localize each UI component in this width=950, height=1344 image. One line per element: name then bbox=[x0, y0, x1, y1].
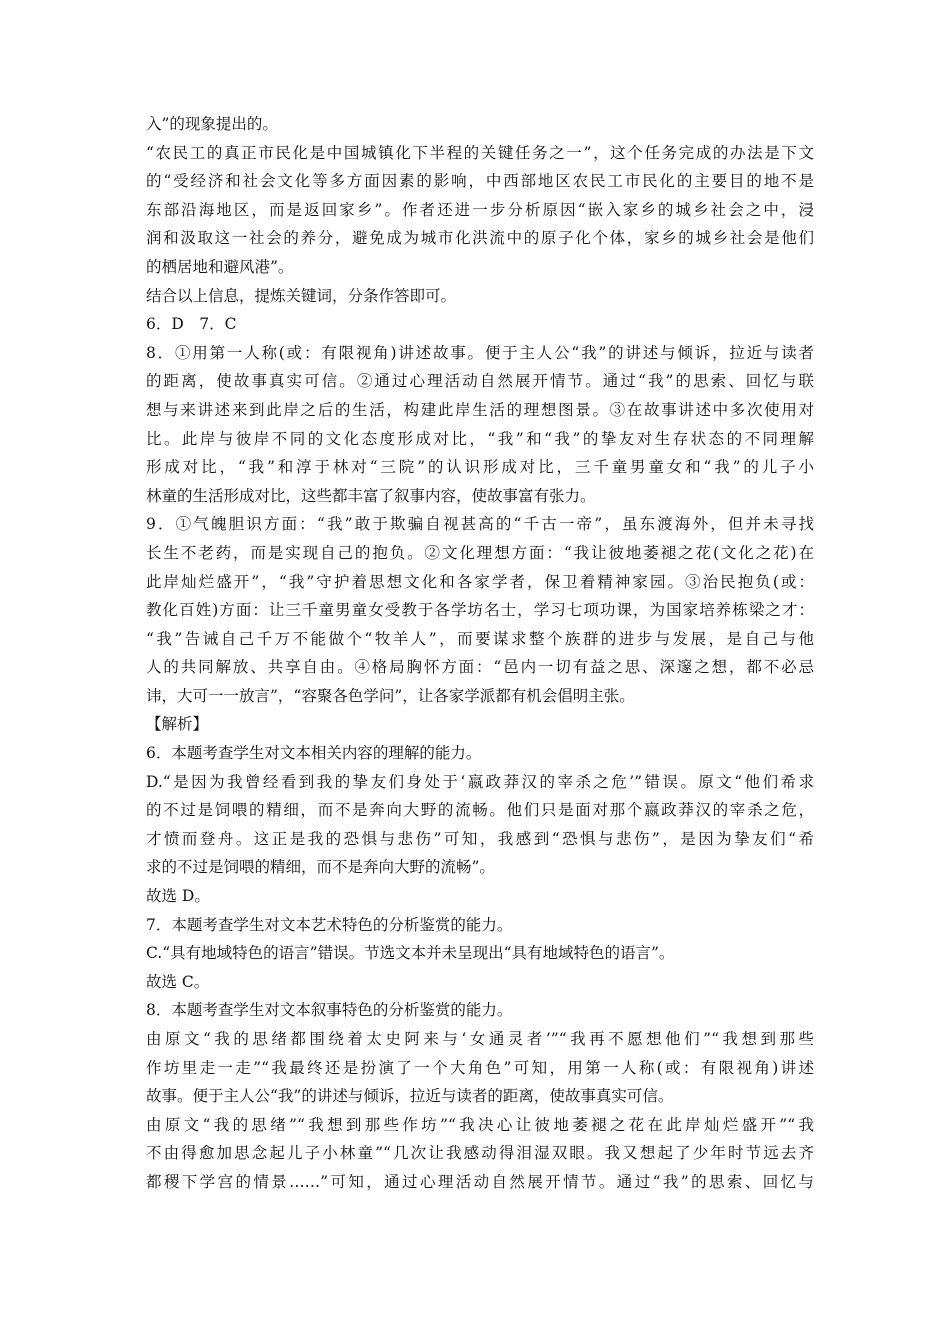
text-line: 结合以上信息，提炼关键词，分条作答即可。 bbox=[146, 286, 457, 305]
text-line: 长生不老药，而是实现自己的抱负。②文化理想方面：“我让彼地萎褪之花(文化之花)在 bbox=[146, 543, 814, 562]
text-line: 形成对比，“我”和淳于林对“三院”的认识形成对比，三千童男童女和“我”的儿子小 bbox=[146, 458, 814, 477]
text-line: 比。此岸与彼岸不同的文化态度形成对比，“我”和“我”的挚友对生存状态的不同理解 bbox=[146, 429, 814, 448]
text-line: C.“具有地域特色的语言”错误。节选文本并未呈现出“具有地域特色的语言”。 bbox=[146, 944, 675, 963]
text-line: 由原文“我的思绪都围绕着太史阿来与‘女通灵者’”“我再不愿想他们”“我想到那些 bbox=[146, 1030, 814, 1048]
text-line: 9．①气魄胆识方面：“我”敢于欺骗自视甚高的“千古一帝”，虽东渡海外，但并未寻找 bbox=[146, 515, 814, 534]
text-line: 故事。便于主人公“我”的讲述与倾诉，拉近与读者的距离，使故事真实可信。 bbox=[146, 1087, 674, 1106]
text-line: 教化百姓)方面：让三千童男童女受教于各学坊名士，学习七项功课，为国家培养栋梁之才： bbox=[146, 601, 814, 620]
text-line: 想与来讲述来到此岸之后的生活，构建此岸生活的理想图景。③在故事讲述中多次使用对 bbox=[146, 400, 814, 419]
text-line: “我”告诫自己千万不能做个“牧羊人”，而要谋求整个族群的进步与发展，是自己与他 bbox=[146, 629, 814, 648]
text-line: 润和汲取这一社会的养分，避免成为城市化洪流中的原子化个体，家乡的城乡社会是他们 bbox=[146, 229, 814, 248]
text-line: 【解析】 bbox=[146, 715, 209, 734]
text-line: 讳，大可一一放言”，“容聚各色学问”，让各家学派都有机会倡明主张。 bbox=[146, 686, 635, 705]
text-line: 人的共同解放、共享自由。④格局胸怀方面：“邑内一切有益之思、深邃之想，都不必忌 bbox=[146, 658, 814, 677]
text-line: 故选 D。 bbox=[146, 887, 210, 906]
text-line: 东部沿海地区，而是返回家乡”。作者还进一步分析原因“嵌入家乡的城乡社会之中，浸 bbox=[146, 200, 814, 219]
text-line: 6．本题考查学生对文本相关内容的理解的能力。 bbox=[146, 744, 482, 763]
text-line: D.“是因为我曾经看到我的挚友们身处于‘嬴政莽汉的宰杀之危’”错误。原文“他们希求 bbox=[146, 772, 814, 791]
text-line: 的“受经济和社会文化等多方面因素的影响，中西部地区农民工市民化的主要目的地不是 bbox=[146, 172, 814, 191]
text-line: 的不过是饲喂的精细，而不是奔向大野的流畅。他们只是面对那个嬴政莽汉的宰杀之危， bbox=[146, 801, 814, 820]
text-line: 8．①用第一人称(或：有限视角)讲述故事。便于主人公“我”的讲述与倾诉，拉近与读者 bbox=[146, 343, 814, 362]
text-line: 7．本题考查学生对文本艺术特色的分析鉴赏的能力。 bbox=[146, 915, 513, 934]
text-line: 由原文“我的思绪”“我想到那些作坊”“我决心让彼地萎褪之花在此岸灿烂盛开”“我 bbox=[146, 1115, 814, 1134]
text-line: 入”的现象提出的。 bbox=[146, 115, 278, 133]
text-line: 此岸灿烂盛开”，“我”守护着思想文化和各家学者，保卫着精神家园。③治民抱负(或： bbox=[146, 572, 814, 591]
text-line: 的栖居地和避风港”。 bbox=[146, 257, 294, 276]
text-line: “农民工的真正市民化是中国城镇化下半程的关键任务之一”，这个任务完成的办法是下文 bbox=[146, 143, 814, 162]
text-line: 的距离，使故事真实可信。②通过心理活动自然展开情节。通过“我”的思索、回忆与联 bbox=[146, 372, 814, 391]
text-line: 作坊里走一走”“我最终还是扮演了一个大角色”可知，用第一人称(或：有限视角)讲述 bbox=[146, 1058, 814, 1077]
text-line: 林童的生活形成对比，这些都丰富了叙事内容，使故事富有张力。 bbox=[146, 486, 596, 505]
text-line: 不由得愈加思念起儿子小林童”“几次让我感动得泪湿双眼。我又想起了少年时节远去齐 bbox=[146, 1144, 814, 1163]
text-line: 求的不过是饲喂的精细，而不是奔向大野的流畅”。 bbox=[146, 858, 495, 877]
document-body bbox=[146, 110, 814, 1197]
text-line: 6．D 7．C bbox=[146, 315, 237, 334]
text-line: 才愤而登舟。这正是我的恐惧与悲伤”可知，我感到“恐惧与悲伤”，是因为挚友们“希 bbox=[146, 829, 814, 848]
text-line: 都稷下学宫的情景……”可知，通过心理活动自然展开情节。通过“我”的思索、回忆与 bbox=[146, 1172, 814, 1191]
text-line: 8．本题考查学生对文本叙事特色的分析鉴赏的能力。 bbox=[146, 1001, 513, 1020]
text-line: 故选 C。 bbox=[146, 972, 210, 991]
